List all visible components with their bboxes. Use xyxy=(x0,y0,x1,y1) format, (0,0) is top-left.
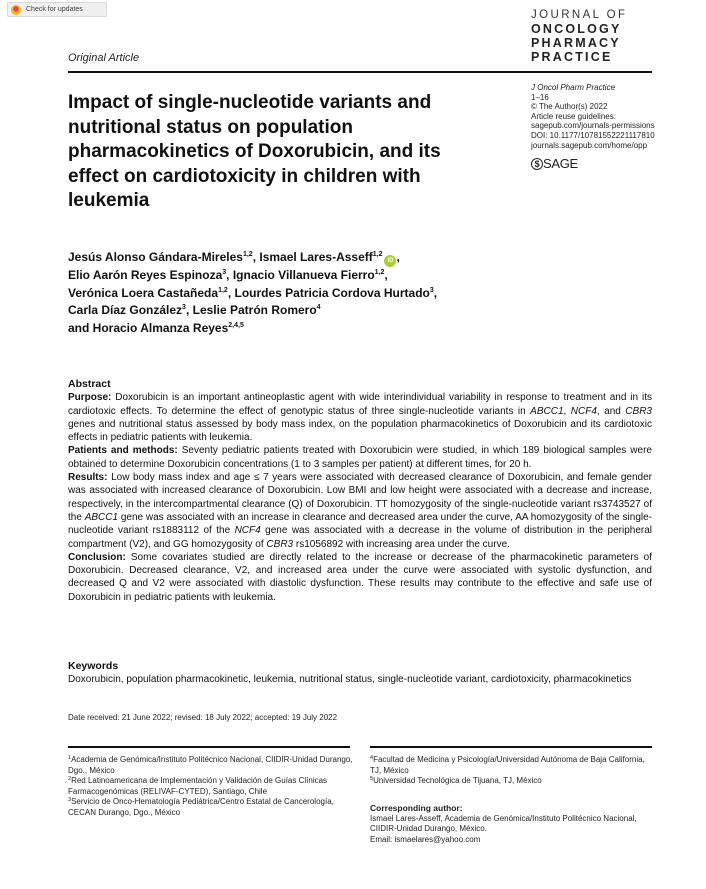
affiliations-left xyxy=(68,755,353,818)
check-for-updates-button[interactable] xyxy=(7,2,107,17)
reuse-link[interactable]: sagepub.com/journals-permissions xyxy=(531,121,655,131)
sage-s-icon: $ xyxy=(531,158,543,170)
abstract xyxy=(68,378,652,604)
author[interactable]: Carla Díaz González$^3$ xyxy=(68,303,186,317)
author[interactable]: Leslie Patrón Romero$^4$ xyxy=(192,303,321,317)
footnote-rule-right xyxy=(370,746,652,748)
affiliation: $^2$Red Latinoamericana de Implementación y Validación de Guías Clínicas Farmacogenómicas (RELIVAF-CYTED), Santiago, Chile xyxy=(68,776,328,796)
affiliation: $^4$Facultad de Medicina y Psicología/Universidad Autónoma de Baja California, TJ, México xyxy=(370,755,645,775)
affiliation: $^3$Servicio de Onco-Hematología Pediátrica/Centro Estatal de Cancerología, CECAN Durango, Dgo., México xyxy=(68,797,334,817)
journal-abbrev: J Oncol Pharm Practice xyxy=(531,83,616,92)
author[interactable]: Jesús Alonso Gándara-Mireles$^{1,2}$ xyxy=(68,250,253,264)
corresponding-text: Ismael Lares-Asseff, Academia de Genómica/Instituto Politécnico Nacional, CIIDIR-Unidad Durango, México. xyxy=(370,813,637,833)
author[interactable]: Elio Aarón Reyes Espinoza$^3$ xyxy=(68,268,227,282)
journal-logo-line2: ONCOLOGY xyxy=(531,22,622,36)
article-title: Impact of single-nucleotide variants and nutritional status on population pharmacokinetics of Doxorubicin, and its effect on cardiotoxicity in children with leukemia xyxy=(68,92,441,211)
abstract-results: Results: Low body mass index and age ≤ 7 years were associated with decreased clearance of Doxorubicin, and female gender was associated with increased clearance of Doxorubicin. Low BMI and low height were associated with a decrease and increase, respectively, in the intercompartmental clearance (Q) of Doxorubicin. TT homozygosity of the single-nucleotide variant rs3743527 of the ABCC1 gene was associated with an increase in clearance and decreased area under the curve, AA homozygosity of the single-nucleotide variant rs1883112 of the NCF4 gene was associated with a decrease in the volume of distribution in the peripheral compartment (V2), and GG homozygosity of CBR3 rs1056892 with increasing area under the curve. xyxy=(68,472,652,550)
abstract-conclusion: Conclusion: Some covariates studied are directly related to the increase or decrease of the pharmacokinetic parameters of Doxorubicin. Decreased clearance, V2, and increased area under the curve were associated with systolic dysfunction, and decreased Q and V2 were associated with diastolic dysfunction. These results may contribute to the effective and safe use of Doxorubicin in pediatric patients with leukemia. xyxy=(68,551,652,603)
affiliation: $^5$Universidad Tecnológica de Tijuana, TJ, México xyxy=(370,776,542,785)
abstract-heading: Abstract xyxy=(68,378,111,390)
copyright: © The Author(s) 2022 xyxy=(531,102,608,112)
abstract-methods: Patients and methods: Seventy pediatric patients treated with Doxorubicin were studied, in which 189 biological samples were obtained to determine Doxorubicin concentrations (1 to 3 samples per patient) at different times, for 20 h. xyxy=(68,445,652,470)
sage-logo xyxy=(531,156,578,171)
journal-meta xyxy=(531,83,655,150)
orcid-icon[interactable]: iD xyxy=(384,255,396,267)
corresponding-email[interactable]: Email: ismaelares@yahoo.com xyxy=(370,834,481,844)
author[interactable]: Ignacio Villanueva Fierro$^{1,2}$ xyxy=(232,268,385,282)
footnote-rule-left xyxy=(68,746,350,748)
author[interactable]: Verónica Loera Castañeda$^{1,2}$ xyxy=(68,285,228,300)
journal-logo-line1: JOURNAL OF xyxy=(531,9,628,21)
author-list: Jesús Alonso Gándara-Mireles$^{1,2}$, Ismael Lares-Asseff$^{1,2}$iD , Elio Aarón Reyes Espinoza$^3$, Ignacio Villanueva Fierro$^{1,2}$, Verónica Loera Castañeda$^{1,2}$, Lourdes Patricia Cordova Hurtado$^3$, Carla Díaz González$^3$, Leslie Patrón Romero$^4$ and Horacio Almanza Reyes$^{2,4,5}$ xyxy=(68,250,438,335)
author[interactable]: and Horacio Almanza Reyes$^{2,4,5}$ xyxy=(68,320,244,335)
keywords-text: Doxorubicin, population pharmacokinetic, leukemia, nutritional status, single-nucleotide variant, cardiotoxicity, pharmacokinetics xyxy=(68,674,632,686)
keywords-heading: Keywords xyxy=(68,660,119,672)
affiliation: $^1$Academia de Genómica/Instituto Politécnico Nacional, CIIDIR-Unidad Durango, Dgo., México xyxy=(68,755,353,775)
crossmark-icon xyxy=(11,5,21,15)
journal-link[interactable]: journals.sagepub.com/home/opp xyxy=(531,140,648,150)
article-dates: Date received: 21 June 2022; revised: 18 July 2022; accepted: 19 July 2022 xyxy=(68,713,338,722)
journal-logo xyxy=(531,8,627,64)
page-range: 1–16 xyxy=(531,92,549,102)
header-rule xyxy=(68,71,652,73)
check-for-updates-label: Check for updates xyxy=(26,6,83,13)
abstract-purpose: Purpose: Doxorubicin is an important antineoplastic agent with wide interindividual variability in response to treatment and in its cardiotoxic effects. To determine the effect of genotypic status of three single-nucleotide variants in ABCC1, NCF4, and CBR3 genes and nutritional status assessed by body mass index, on the population pharmacokinetics of Doxorubicin and its cardiotoxic effects in pediatric patients with leukemia. xyxy=(68,392,652,444)
article-type: Original Article xyxy=(68,52,140,64)
corresponding-author xyxy=(370,803,652,845)
journal-logo-line4: PRACTICE xyxy=(531,50,613,64)
author[interactable]: Ismael Lares-Asseff$^{1,2}$ xyxy=(259,250,383,264)
sage-text: SAGE xyxy=(543,156,578,171)
doi[interactable]: DOI: 10.1177/10781552221117810 xyxy=(531,130,655,140)
author[interactable]: Lourdes Patricia Cordova Hurtado$^3$ xyxy=(234,285,434,300)
journal-logo-line3: PHARMACY xyxy=(531,36,621,50)
affiliations-right xyxy=(370,755,652,787)
reuse-label: Article reuse guidelines: xyxy=(531,111,616,121)
corresponding-label: Corresponding author: xyxy=(370,803,463,813)
keywords xyxy=(68,660,652,687)
